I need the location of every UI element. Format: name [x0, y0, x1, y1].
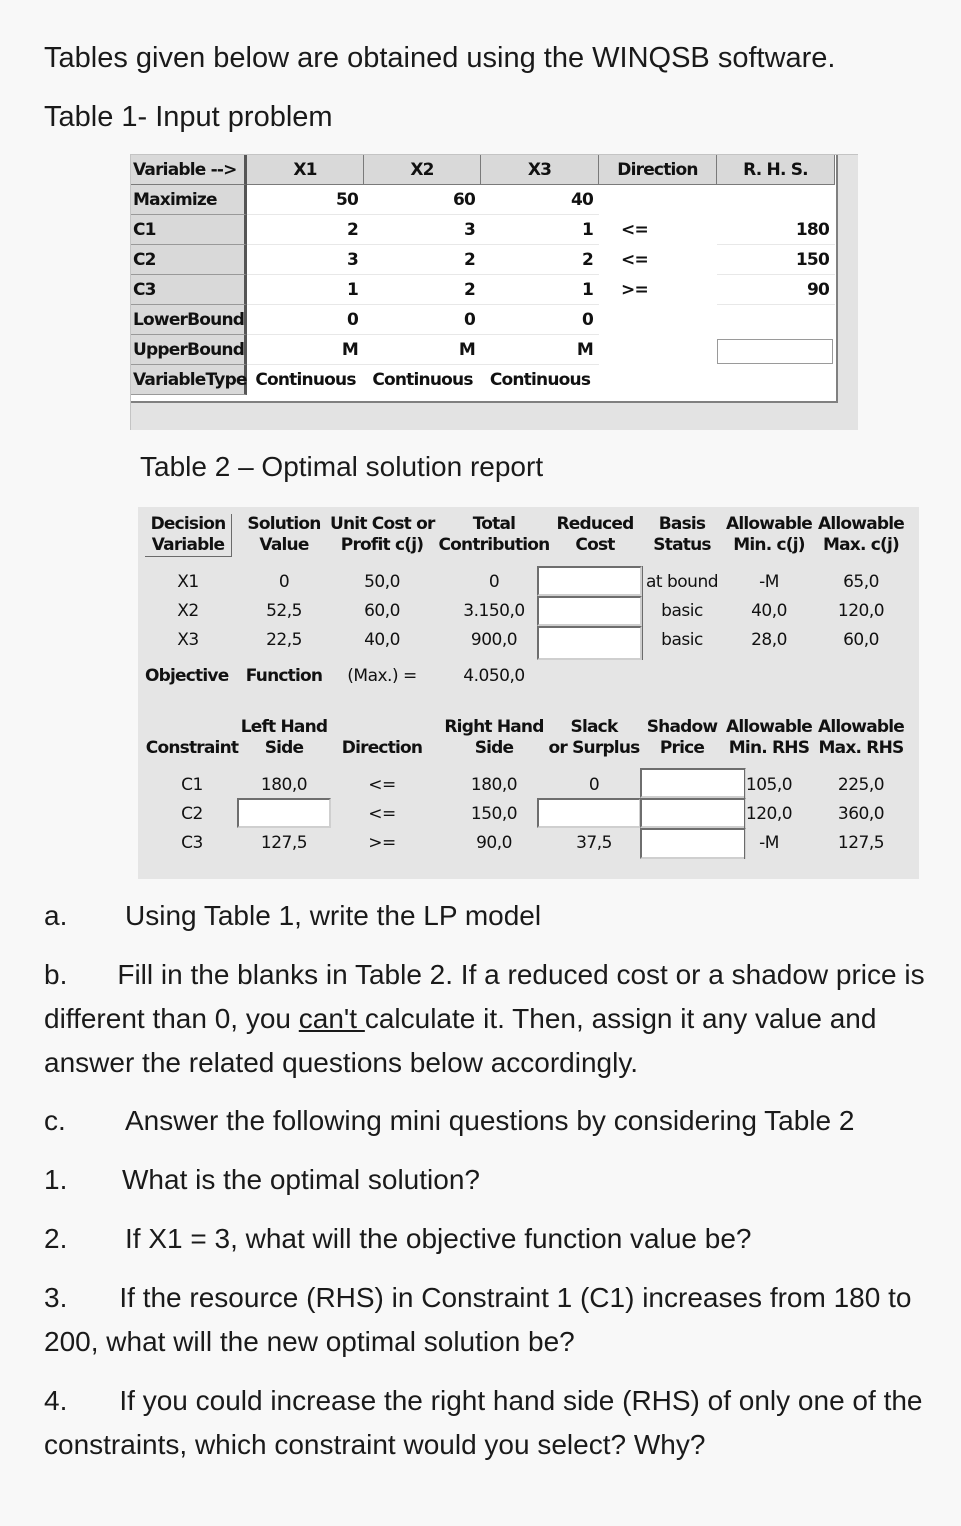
table2-allowable-min: 28,0	[751, 630, 787, 650]
table2-shadow-price-blank[interactable]	[640, 768, 746, 798]
question-2-label: 2.	[44, 1223, 68, 1254]
table2-slack: 37,5	[576, 833, 612, 853]
table2-basis-status: basic	[661, 601, 703, 621]
table2-header-allowable-max-c: Allowable Max. c(j)	[818, 514, 904, 555]
table2-slack-blank[interactable]	[537, 798, 641, 828]
table1-cell[interactable]: 2	[481, 245, 599, 275]
table2-title: Table 2 – Optimal solution report	[140, 451, 544, 482]
question-b-text: b. Fill in the blanks in Table 2. If a reduced cost or a shadow price is different than 0, you can't calculate it. Then, assign it any value and answer the related questions below accordingly.	[44, 959, 925, 1078]
table1-row-label-c2: C2	[131, 245, 247, 275]
table2-lhs-blank[interactable]	[237, 798, 331, 828]
table2-direction: >=	[368, 833, 396, 853]
table1-header-rhs: R. H. S.	[717, 155, 835, 185]
question-3-text: If the resource (RHS) in Constraint 1 (C1) increases from 180 to 200, what will the new optimal solution be?	[44, 1282, 912, 1357]
table1-cell[interactable]: 1	[481, 215, 599, 245]
table1-row-label-variabletype: VariableType	[131, 365, 247, 395]
question-4-text: If you could increase the right hand side (RHS) of only one of the constraints, which constraint would you select? Why?	[44, 1385, 923, 1460]
table2-header-total-contribution: Total Contribution	[438, 514, 550, 555]
table2-direction: <=	[368, 804, 396, 824]
table1-cell[interactable]: 3	[247, 245, 364, 275]
table2-shadow-price-blank[interactable]	[640, 828, 746, 859]
table2-unit-cost: 50,0	[364, 572, 400, 592]
question-b	[44, 953, 931, 1085]
table2-rhs: 180,0	[470, 775, 518, 795]
table2-solution-value: 52,5	[266, 601, 302, 621]
table2-column-divider	[642, 566, 643, 660]
table2-constraint-name: C3	[181, 833, 203, 853]
table2-allowable-min: -M	[759, 572, 779, 592]
table1-cell[interactable]: Continuous	[372, 370, 473, 390]
table2-reduced-cost-blank[interactable]	[537, 626, 642, 660]
table2-column-divider	[744, 768, 745, 859]
table1-row-label-upperbound: UpperBound	[131, 335, 247, 365]
table1-cell[interactable]: 50	[247, 185, 364, 215]
question-4	[44, 1379, 931, 1467]
table2-allowable-min-rhs: 120,0	[745, 804, 793, 824]
question-c-text: Answer the following mini questions by considering Table 2	[125, 1105, 855, 1136]
table2-solution-value: 22,5	[266, 630, 302, 650]
table1-cell[interactable]: 0	[247, 305, 364, 335]
table2-basis-status: at bound	[645, 572, 719, 592]
table1-cell[interactable]: 60	[364, 185, 481, 215]
table1-cell[interactable]: M	[247, 335, 364, 365]
table1-row-label-lowerbound: LowerBound	[131, 305, 247, 335]
table2-allowable-max: 65,0	[843, 572, 879, 592]
question-2	[44, 1217, 931, 1261]
table2-unit-cost: 60,0	[364, 601, 400, 621]
question-1-label: 1.	[44, 1164, 68, 1195]
table2-header-decision-variable: Decision Variable	[145, 514, 232, 557]
table1-input-grid	[130, 154, 858, 430]
question-c	[44, 1099, 931, 1143]
table2-header-direction: Direction	[341, 738, 423, 758]
table2-header-solution-value: Solution Value	[247, 514, 321, 555]
intro-text: Tables given below are obtained using the WINQSB software.	[44, 42, 836, 74]
table2-header-basis-status: Basis Status	[653, 514, 711, 555]
table2-lhs: 127,5	[260, 833, 308, 853]
table2-direction: <=	[368, 775, 396, 795]
question-1	[44, 1158, 931, 1202]
table2-shadow-price-blank[interactable]	[640, 798, 746, 828]
table1-cell[interactable]: 3	[364, 215, 481, 245]
table2-total-contribution: 900,0	[470, 630, 518, 650]
table2-header-lhs: Left Hand Side	[240, 717, 328, 758]
table2-slack: 0	[588, 775, 600, 795]
table1-rhs-cell[interactable]: 150	[717, 245, 835, 275]
table1-row-label-c3: C3	[131, 275, 247, 305]
table1-cell[interactable]: Continuous	[489, 370, 591, 390]
table1-direction-cell[interactable]: >=	[621, 280, 648, 300]
question-3	[44, 1276, 931, 1364]
table1-header-direction: Direction	[599, 155, 717, 185]
table2-objective-label: Objective	[145, 666, 229, 686]
table2-var-name: X2	[177, 601, 199, 621]
table1-cell[interactable]: M	[364, 335, 481, 365]
table2-allowable-min-rhs: -M	[759, 833, 779, 853]
table1-header-x1: X1	[247, 155, 364, 185]
table2-total-contribution: 3.150,0	[463, 601, 525, 621]
table2-total-contribution: 0	[488, 572, 500, 592]
table1-cell[interactable]: 2	[247, 215, 364, 245]
question-3-label: 3.	[44, 1282, 68, 1313]
table2-constraint-name: C1	[181, 775, 203, 795]
table2-lhs: 180,0	[260, 775, 308, 795]
table1-cell[interactable]: 1	[481, 275, 599, 305]
table1-title: Table 1- Input problem	[44, 101, 333, 133]
question-b-label: b.	[44, 959, 68, 990]
table1-upperbound-rhs-input[interactable]	[717, 339, 833, 364]
table1-cell[interactable]: 1	[247, 275, 364, 305]
table1-row-label-c1: C1	[131, 215, 247, 245]
table2-solution-report	[138, 507, 919, 879]
table1-header-x3: X3	[481, 155, 599, 185]
table2-allowable-min: 40,0	[751, 601, 787, 621]
table2-allowable-max-rhs: 127,5	[837, 833, 885, 853]
question-a-label: a.	[44, 900, 68, 931]
table1-cell[interactable]: 40	[481, 185, 599, 215]
table1-cell[interactable]: 2	[364, 275, 481, 305]
table2-header-constraint: Constraint	[145, 738, 239, 758]
table2-header-rhs: Right Hand Side	[444, 717, 544, 758]
table2-var-name: X1	[177, 572, 199, 592]
table2-solution-value: 0	[278, 572, 290, 592]
table2-basis-status: basic	[661, 630, 703, 650]
table2-reduced-cost-blank[interactable]	[537, 566, 642, 596]
question-1-text: What is the optimal solution?	[122, 1164, 480, 1195]
table2-header-allowable-min-c: Allowable Min. c(j)	[726, 514, 812, 555]
question-a-text: Using Table 1, write the LP model	[125, 900, 542, 931]
table2-var-name: X3	[177, 630, 199, 650]
table2-header-shadow-price: Shadow Price	[646, 717, 718, 758]
question-c-label: c.	[44, 1105, 66, 1136]
table1-row-label-maximize: Maximize	[131, 185, 247, 215]
table1-rhs-cell[interactable]: 90	[717, 275, 835, 305]
table1-cell[interactable]: 2	[364, 245, 481, 275]
table2-function-label: Function	[245, 666, 323, 686]
table2-rhs: 150,0	[470, 804, 518, 824]
table2-allowable-max: 120,0	[837, 601, 885, 621]
table1-direction-cell[interactable]: <=	[621, 220, 648, 240]
table2-allowable-max: 60,0	[843, 630, 879, 650]
table2-rhs: 90,0	[476, 833, 512, 853]
table2-objective-value: 4.050,0	[463, 666, 525, 686]
table2-allowable-max-rhs: 225,0	[837, 775, 885, 795]
table2-allowable-min-rhs: 105,0	[745, 775, 793, 795]
table2-constraint-name: C2	[181, 804, 203, 824]
table2-unit-cost: 40,0	[364, 630, 400, 650]
table1-rhs-cell[interactable]: 180	[717, 215, 835, 245]
table2-header-slack: Slack or Surplus	[548, 717, 640, 758]
table2-allowable-max-rhs: 360,0	[837, 804, 885, 824]
table2-header-unit-cost: Unit Cost or Profit c(j)	[330, 514, 435, 555]
table1-cell[interactable]: M	[481, 335, 599, 365]
table1-direction-cell[interactable]: <=	[621, 250, 648, 270]
question-4-label: 4.	[44, 1385, 68, 1416]
table2-header-reduced-cost: Reduced Cost	[556, 514, 634, 555]
question-a	[44, 894, 931, 938]
table2-header-allowable-min-rhs: Allowable Min. RHS	[726, 717, 812, 758]
table2-reduced-cost-blank[interactable]	[537, 596, 642, 626]
question-b-underlined: can't	[298, 1003, 365, 1034]
table1-cell[interactable]: Continuous	[255, 370, 356, 390]
table1-header-variable: Variable -->	[131, 155, 247, 185]
table2-max-label: (Max.) =	[347, 666, 417, 686]
question-2-text: If X1 = 3, what will the objective function value be?	[125, 1223, 752, 1254]
table1-header-x2: X2	[364, 155, 481, 185]
table2-header-allowable-max-rhs: Allowable Max. RHS	[818, 717, 904, 758]
table1-cell[interactable]: 0	[364, 305, 481, 335]
table1-cell[interactable]: 0	[481, 305, 599, 335]
